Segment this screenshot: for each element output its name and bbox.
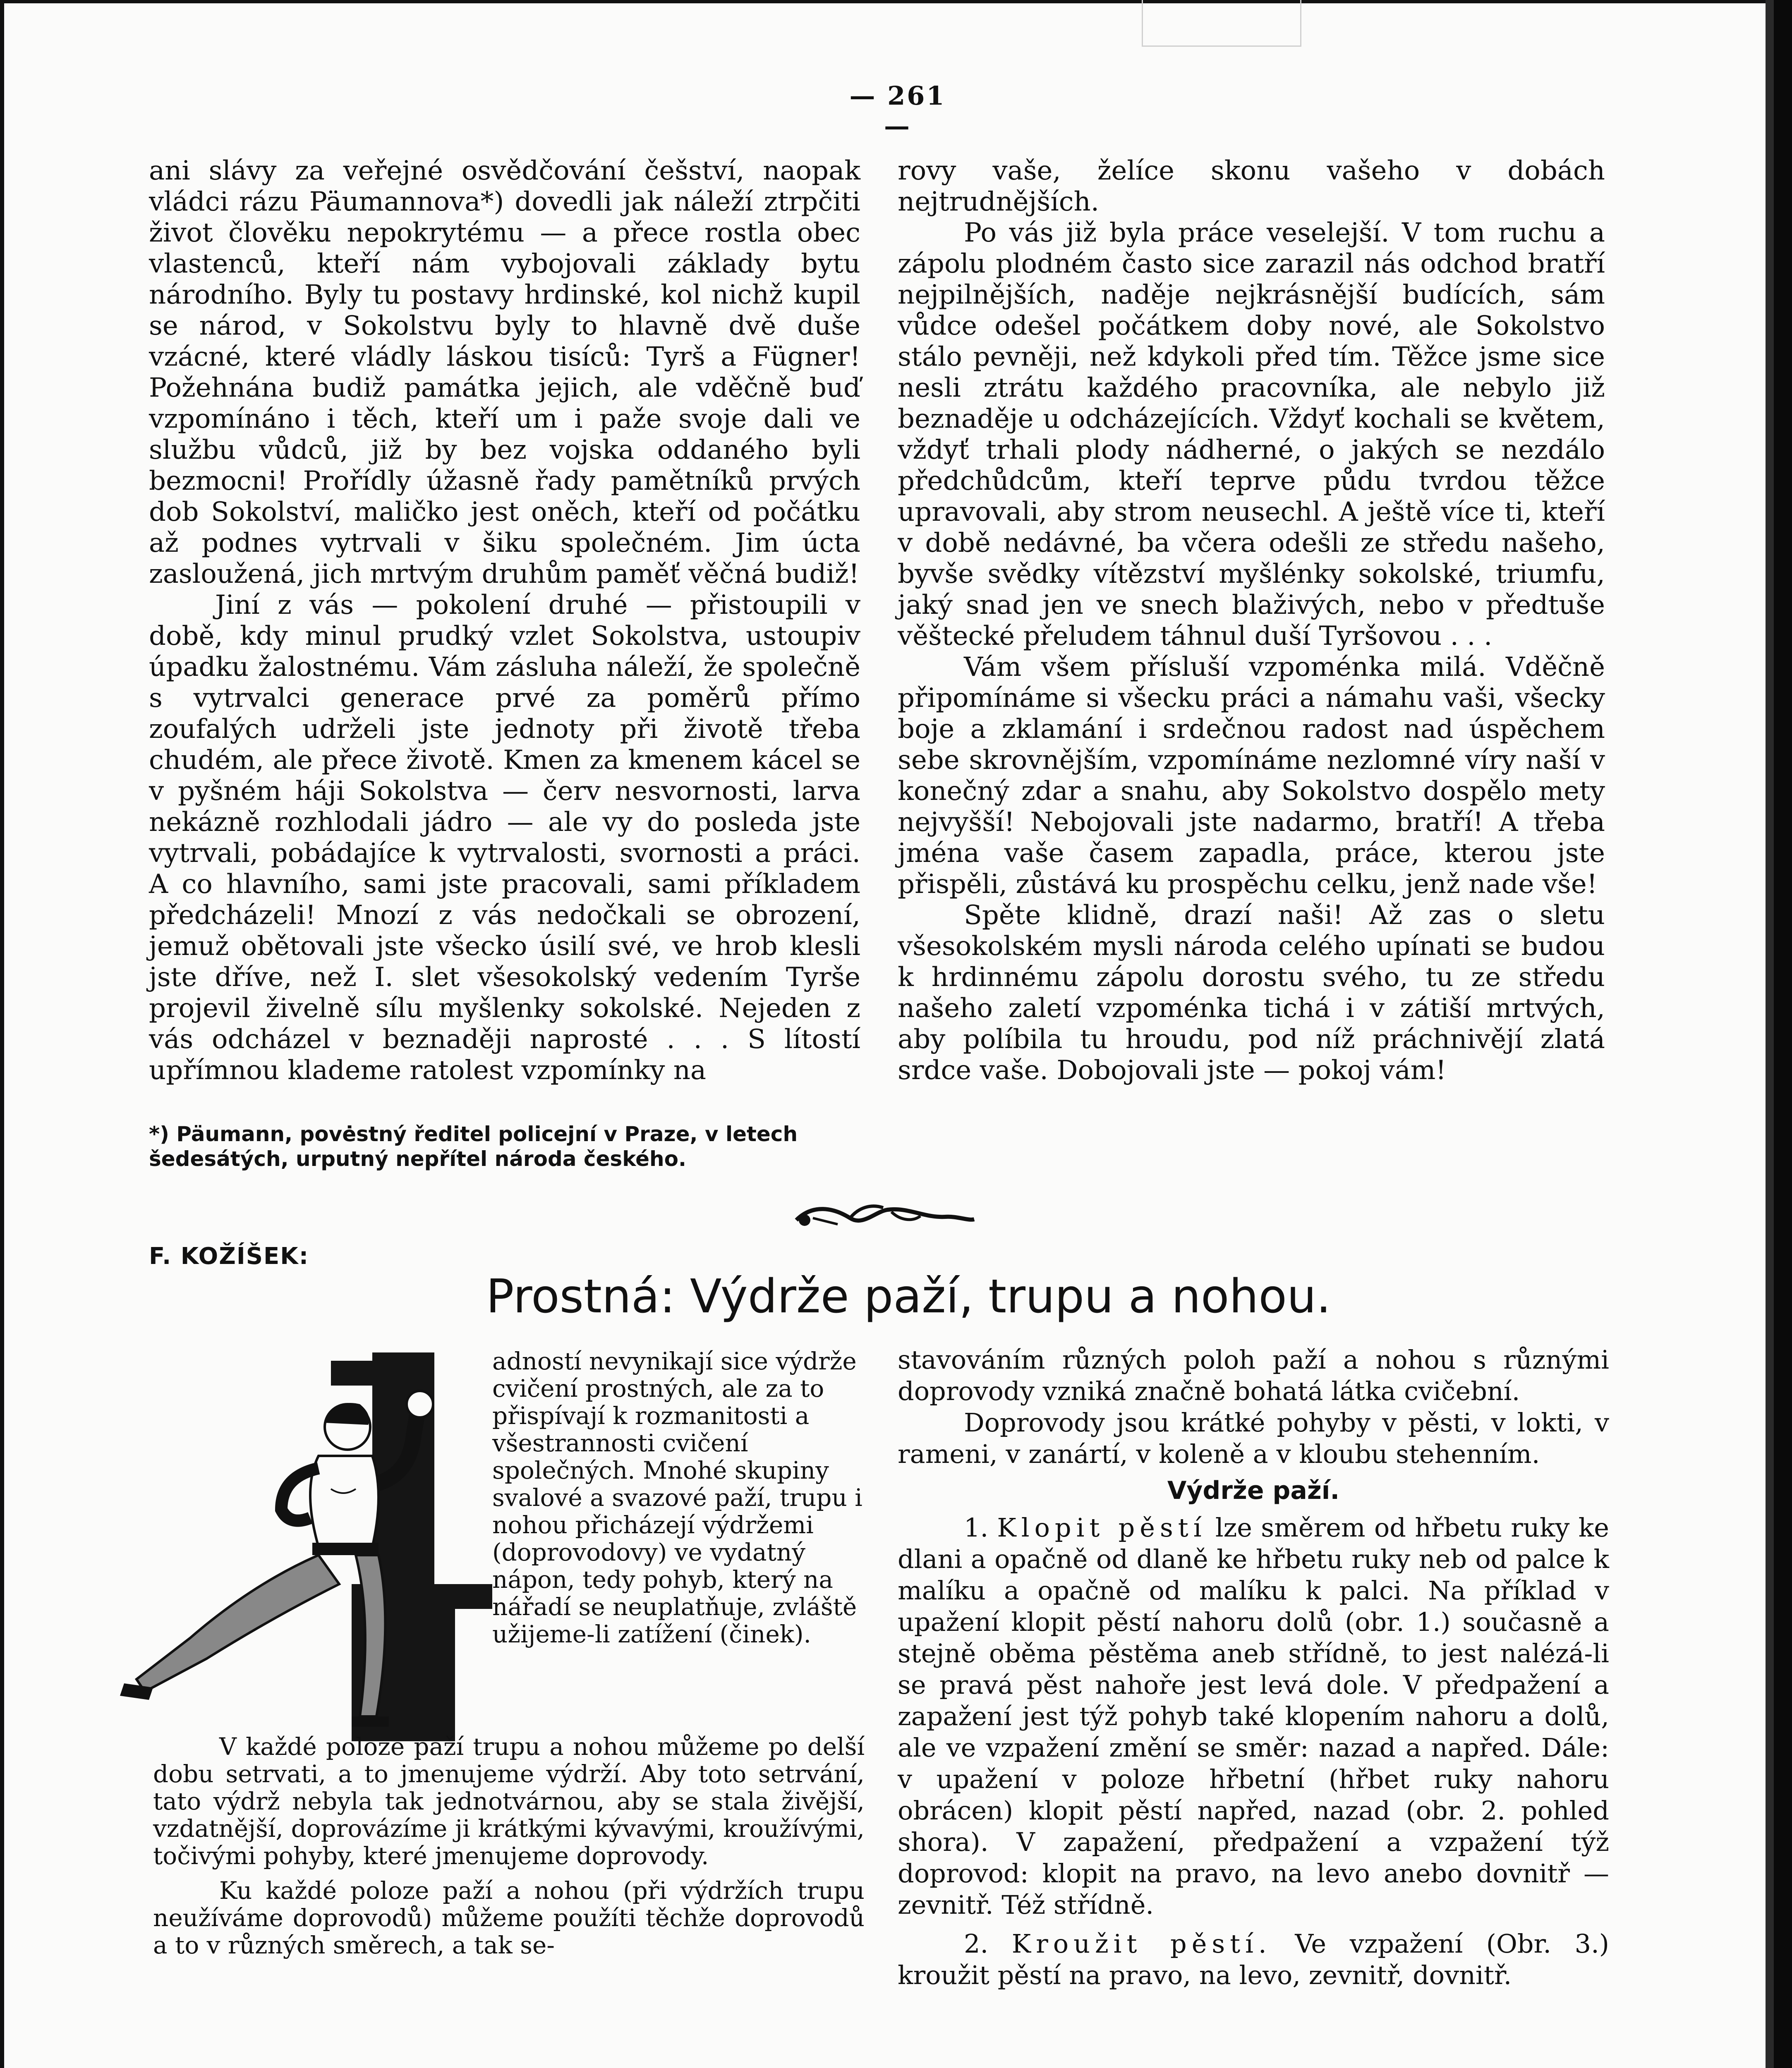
item-text: Ve vzpažení (Obr. 3.) kroužit pěstí na pravo, na levo, zevnitř, dovnitř. [898, 1929, 1609, 1990]
article-title: Prostná: Výdrže paží, trupu a nohou. [486, 1270, 1331, 1324]
footnote-line: šedesátých, urputný nepřítel národa českého. [149, 1147, 686, 1171]
paragraph: V každé poloze paží trupu a nohou můžeme po delší dobu setrvati, a to jmenujeme výdrží. Aby toto setrvání, tato výdrž nebyla tak jednotvárnou, aby se stala živější, vzdatnější, doprovázíme ji krátkými kývavými, kroužívými, točivými pohyby, které jmenujeme doprovody. [153, 1733, 865, 1870]
numbered-item [898, 1928, 1609, 1991]
scan-border-right [1774, 0, 1792, 2068]
item-text: lze směrem od hřbetu ruky ke dlani a opačně od dlaně ke hřbetu ruky neb od palce k malíku a opačně od malíku k palci. Na příklad v upažení klopit pěstí nahoru dolů (obr. 1.) současně a stejně oběma pěstěma aneb střídně, to jest nalézá-li se pravá pěst nahoře jest levá dole. V předpažení a zapažení jest týž pohyb také klopením nahoru a dolů, ale ve vzpažení změní se směr: nazad a napřed. Dále: v upažení v poloze hřbetní (hřbet ruky nahoru obrácen) klopit pěstí napřed, nazad (obr. 2. pohled shora). V zapažení, předpažení a vzpažení týž doprovod: klopit na pravo, na levo anebo dovnitř — zevnitř. Též střídně. [898, 1513, 1609, 1920]
upper-left-column [149, 156, 860, 1086]
section-heading: Výdrže paží. [1167, 1476, 1340, 1505]
registration-mark [1142, 0, 1301, 47]
footnote-line: *) Päumann, povėstný ředitel policejní v Praze, v letech [149, 1122, 798, 1146]
article-left-column [153, 1733, 865, 1959]
footnote [149, 1122, 865, 1171]
scan-border-left [0, 0, 4, 2068]
paragraph: Jiní z vás — pokolení druhé — přistoupili v době, kdy minul prudký vzlet Sokolstva, ustoupiv úpadku žalostnému. Vám zásluha náleží, že společně s vytrvalci generace prvé za poměrů přímo zoufalých udrželi jste jednoty při životě třeba chudém, ale přece životě. Kmen za kmenem kácel se v pyšném háji Sokolstva — červ nesvornosti, larva nekázně rozhlodali jádro — ale vy do posleda jste vytrvali, pobádajíce k vytrvalosti, svornosti a práci. A co hlavního, sami jste pracovali, sami příkladem předcházeli! Mnozí z vás nedočkali se obrození, jemuž obětovali jste všecko úsilí své, ve hrob klesli jste dříve, než I. slet všesokolský vedením Tyrše projevil živelně sílu myšlenky sokolské. Nejeden z vás odcházel v beznaději naprosté . . . S lítostí upřímnou klademe ratolest vzpomínky na [149, 590, 860, 1086]
paragraph: Doprovody jsou krátké pohyby v pěsti, v lokti, v rameni, v zanártí, v koleně a v kloubu stehenním. [898, 1407, 1609, 1469]
paragraph: Po vás již byla práce veselejší. V tom ruchu a zápolu plodném často sice zarazil nás odchod bratří nejpilnějších, naděje nejkrásnější budících, sám vůdce odešel počátkem doby nové, ale Sokolstvo stálo pevněji, než kdykoli před tím. Těžce jsme sice nesli ztrátu každého pracovníka, ale nebylo již beznaděje u odcházejících. Vždyť kochali se květem, vždyť trhali plody nádherné, o jakých se nezdálo předchůdcům, kteří teprve půdu tvrdou těžce upravovali, aby strom neusechl. A ještě více ti, kteří v době nedávné, ba včera odešli ze středu našeho, byvše svědky vítězství myšlénky sokolské, triumfu, jaký snad jen ve snech blaživých, nebo v předtuše věštecké přeludem táhnul duší Tyršovou . . . [898, 218, 1605, 651]
paragraph: Ku každé poloze paží a nohou (při výdržích trupu neužíváme doprovodů) můžeme použíti těchže doprovodů a to v různých směrech, a tak se- [153, 1877, 865, 1959]
article-right-column [898, 1344, 1609, 1991]
ornament-divider [788, 1195, 978, 1237]
paragraph: rovy vaše, želíce skonu vašeho v dobách nejtrudnějších. [898, 156, 1605, 217]
item-number: 2. [964, 1929, 989, 1959]
paragraph: adností nevynikají sice výdrže cvičení prostných, ale za to přispívají k rozmanitosti a všestrannosti cvičení společných. Mnohé skupiny svalové a svazové paží, trupu i nohou přicházejí výdržemi (doprovodovy) ve vydatný nápon, tedy pohyb, který na nářadí se neuplatňuje, zvláště užijeme-li zatížení (činek). [492, 1347, 862, 1648]
paragraph: ani slávy za veřejné osvědčování češství, naopak vládci rázu Päumannova*) dovedli jak náleží ztrpčiti život člověku nepokrytému — a přece rostla obec vlastenců, kteří nám vybojovali základy bytu národního. Byly tu postavy hrdinské, kol nichž kupil se národ, v Sokolstvu byly to hlavně dvě duše vzácné, které vládly láskou tisíců: Tyrš a Fügner! Požehnána budiž památka jejich, ale vděčně buď vzpomínáno i těch, kteří um i paže svoje dali ve službu vůdců, již by bez vojska oddaného byli bezmocni! Prořídly úžasně řady pamětníků prvých dob Sokolství, maličko jest oněch, kteří od počátku až podnes vytrvali v šiku společném. Jim úcta zasloužená, jich mrtvým druhům paměť věčná budiž! [149, 156, 860, 589]
page-number: — 261 — [849, 81, 946, 141]
item-term: Kroužit pěstí. [1011, 1929, 1272, 1959]
paragraph: Spěte klidně, drazí naši! Až zas o sletu všesokolském mysli národa celého upínati se budou k hrdinnému zápolu dorostu svého, tu ze středu našeho zaletí vzpoménka tichá i v zátiší mrtvých, aby políbila tu hroudu, pod níž práchnivějí zlatá srdce vaše. Dobojovali jste — pokoj vám! [898, 900, 1605, 1086]
scan-border-top [0, 0, 1792, 3]
numbered-item [898, 1512, 1609, 1921]
scan-border-right-inner [1766, 0, 1774, 2068]
upper-right-column [898, 156, 1605, 1086]
article-left-column-intro [492, 1348, 865, 1648]
item-number: 1. [964, 1513, 989, 1543]
article-author: F. KOŽÍŠEK: [149, 1243, 309, 1270]
gymnast-initial-illustration [87, 1352, 492, 1741]
paragraph: stavováním různých poloh paží a nohou s různými doprovody vzniká značně bohatá látka cvičební. [898, 1345, 1609, 1406]
item-term: Klopit pěstí [997, 1513, 1207, 1543]
paragraph: Vám všem přísluší vzpoménka milá. Vděčně připomínáme si všecku práci a námahu vaši, všecky boje a zklamání i srdečnou radost nad úspěchem sebe skrovnějším, vzpomínáme nezlomné víry naší v konečný zdar a snahu, aby Sokolstvo dospělo mety nejvyšší! Nebojovali jste nadarmo, bratří! A třeba jména vaše časem zapadla, práce, kterou jste přispěli, zůstává ku prospěchu celku, jenž nade vše! [898, 652, 1605, 900]
